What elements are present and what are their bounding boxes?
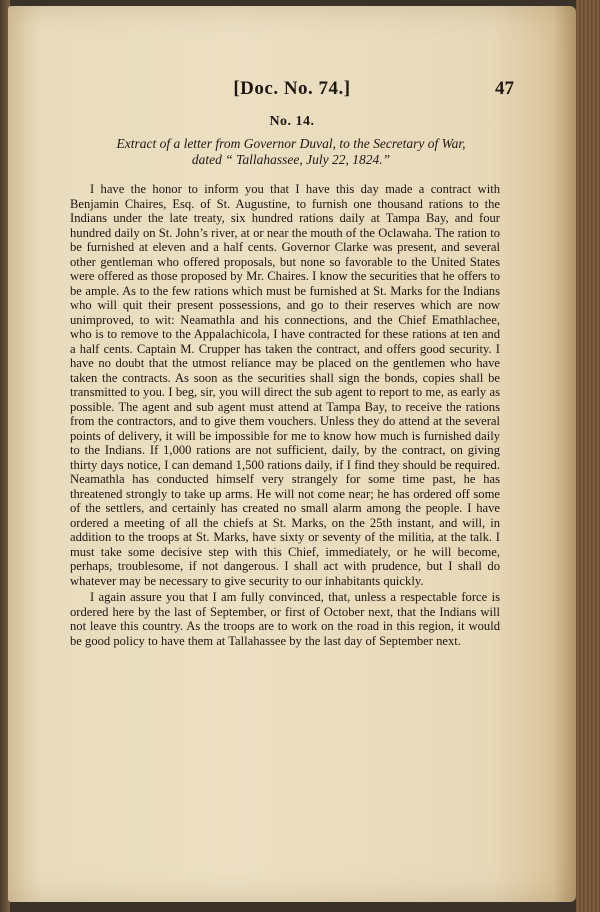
extract-line-2: dated “ Tallahassee, July 22, 1824.” xyxy=(191,152,391,167)
page-header xyxy=(8,78,576,100)
letter-body xyxy=(70,182,500,650)
letter-extract-heading xyxy=(76,136,506,168)
book-page-edges xyxy=(576,0,600,912)
letter-number: No. 14. xyxy=(269,114,315,129)
body-paragraph-1: I have the honor to inform you that I have this day made a contract with Benjamin Chaires, Esq. of St. Augustine, to furnish one thousand rations to the Indians under the late treaty, six hundred rations daily at Tampa Bay, and four hundred daily on St. John’s river, at or near the mouth of the Oclawaha. The ration to be furnished at eleven and a half cents. Governor Clarke was present, and several other gentleman who offered proposals, but none so favorable to the United States were offered as those proposed by Mr. Chaires. I know the securities that he offers to be ample. As to the few rations which must be furnished at St. Marks for the Indians who will quit their present possessions, and go to their reserves which are now unimproved, to wit: Neamathla and his connections, and the Chief Emathlachee, who is to remove to the Appalachicola, I have contracted for these rations at ten and a half cents. Captain M. Crupper has taken the contract, and offers good security. I have no doubt that the utmost reliance may be placed on the gentlemen who have taken the contracts. As soon as the securities shall sign the bonds, copies shall be transmitted to you. I beg, sir, you will direct the sub agent to report to me, as early as possible. The agent and sub agent must attend at Tampa Bay, to receive the rations from the contractors, and to give them vouchers. Unless they do attend at the several points of delivery, it will be impossible for me to know how much is furnished daily to the Indians. If 1,000 rations are not sufficient, daily, by the contract, on giving thirty days notice, I can demand 1,500 rations daily, if I find they should be required. Neamathla has conducted himself very strangely for some time past, he has threatened strongly to take up arms. He will not come near; he has ordered off some of the settlers, and certainly has created no small alarm among the people. I have ordered a meeting of all the chiefs at St. Marks, on the 25th instant, and will, in addition to the troops at St. Marks, have sixty or seventy of the militia, at the talk. I must take some decisive step with this Chief, immediately, or he will become, perhaps, troublesome, if not dangerous. I shall act with prudence, but I shall do whatever may be necessary to give security to our inhabitants quickly. xyxy=(70,182,500,588)
document-label: [Doc. No. 74.] xyxy=(233,78,351,99)
page-number: 47 xyxy=(495,78,514,99)
body-paragraph-2: I again assure you that I am fully convinced, that, unless a respectable force is ordered here by the last of September, or first of October next, that the Indians will not leave this country. As the troops are to work on the road in this region, it would be good policy to have them at Tallahassee by the last day of September next. xyxy=(70,590,500,648)
document-page xyxy=(8,6,576,902)
extract-line-1: Extract of a letter from Governor Duval, to the Secretary of War, xyxy=(116,136,466,151)
